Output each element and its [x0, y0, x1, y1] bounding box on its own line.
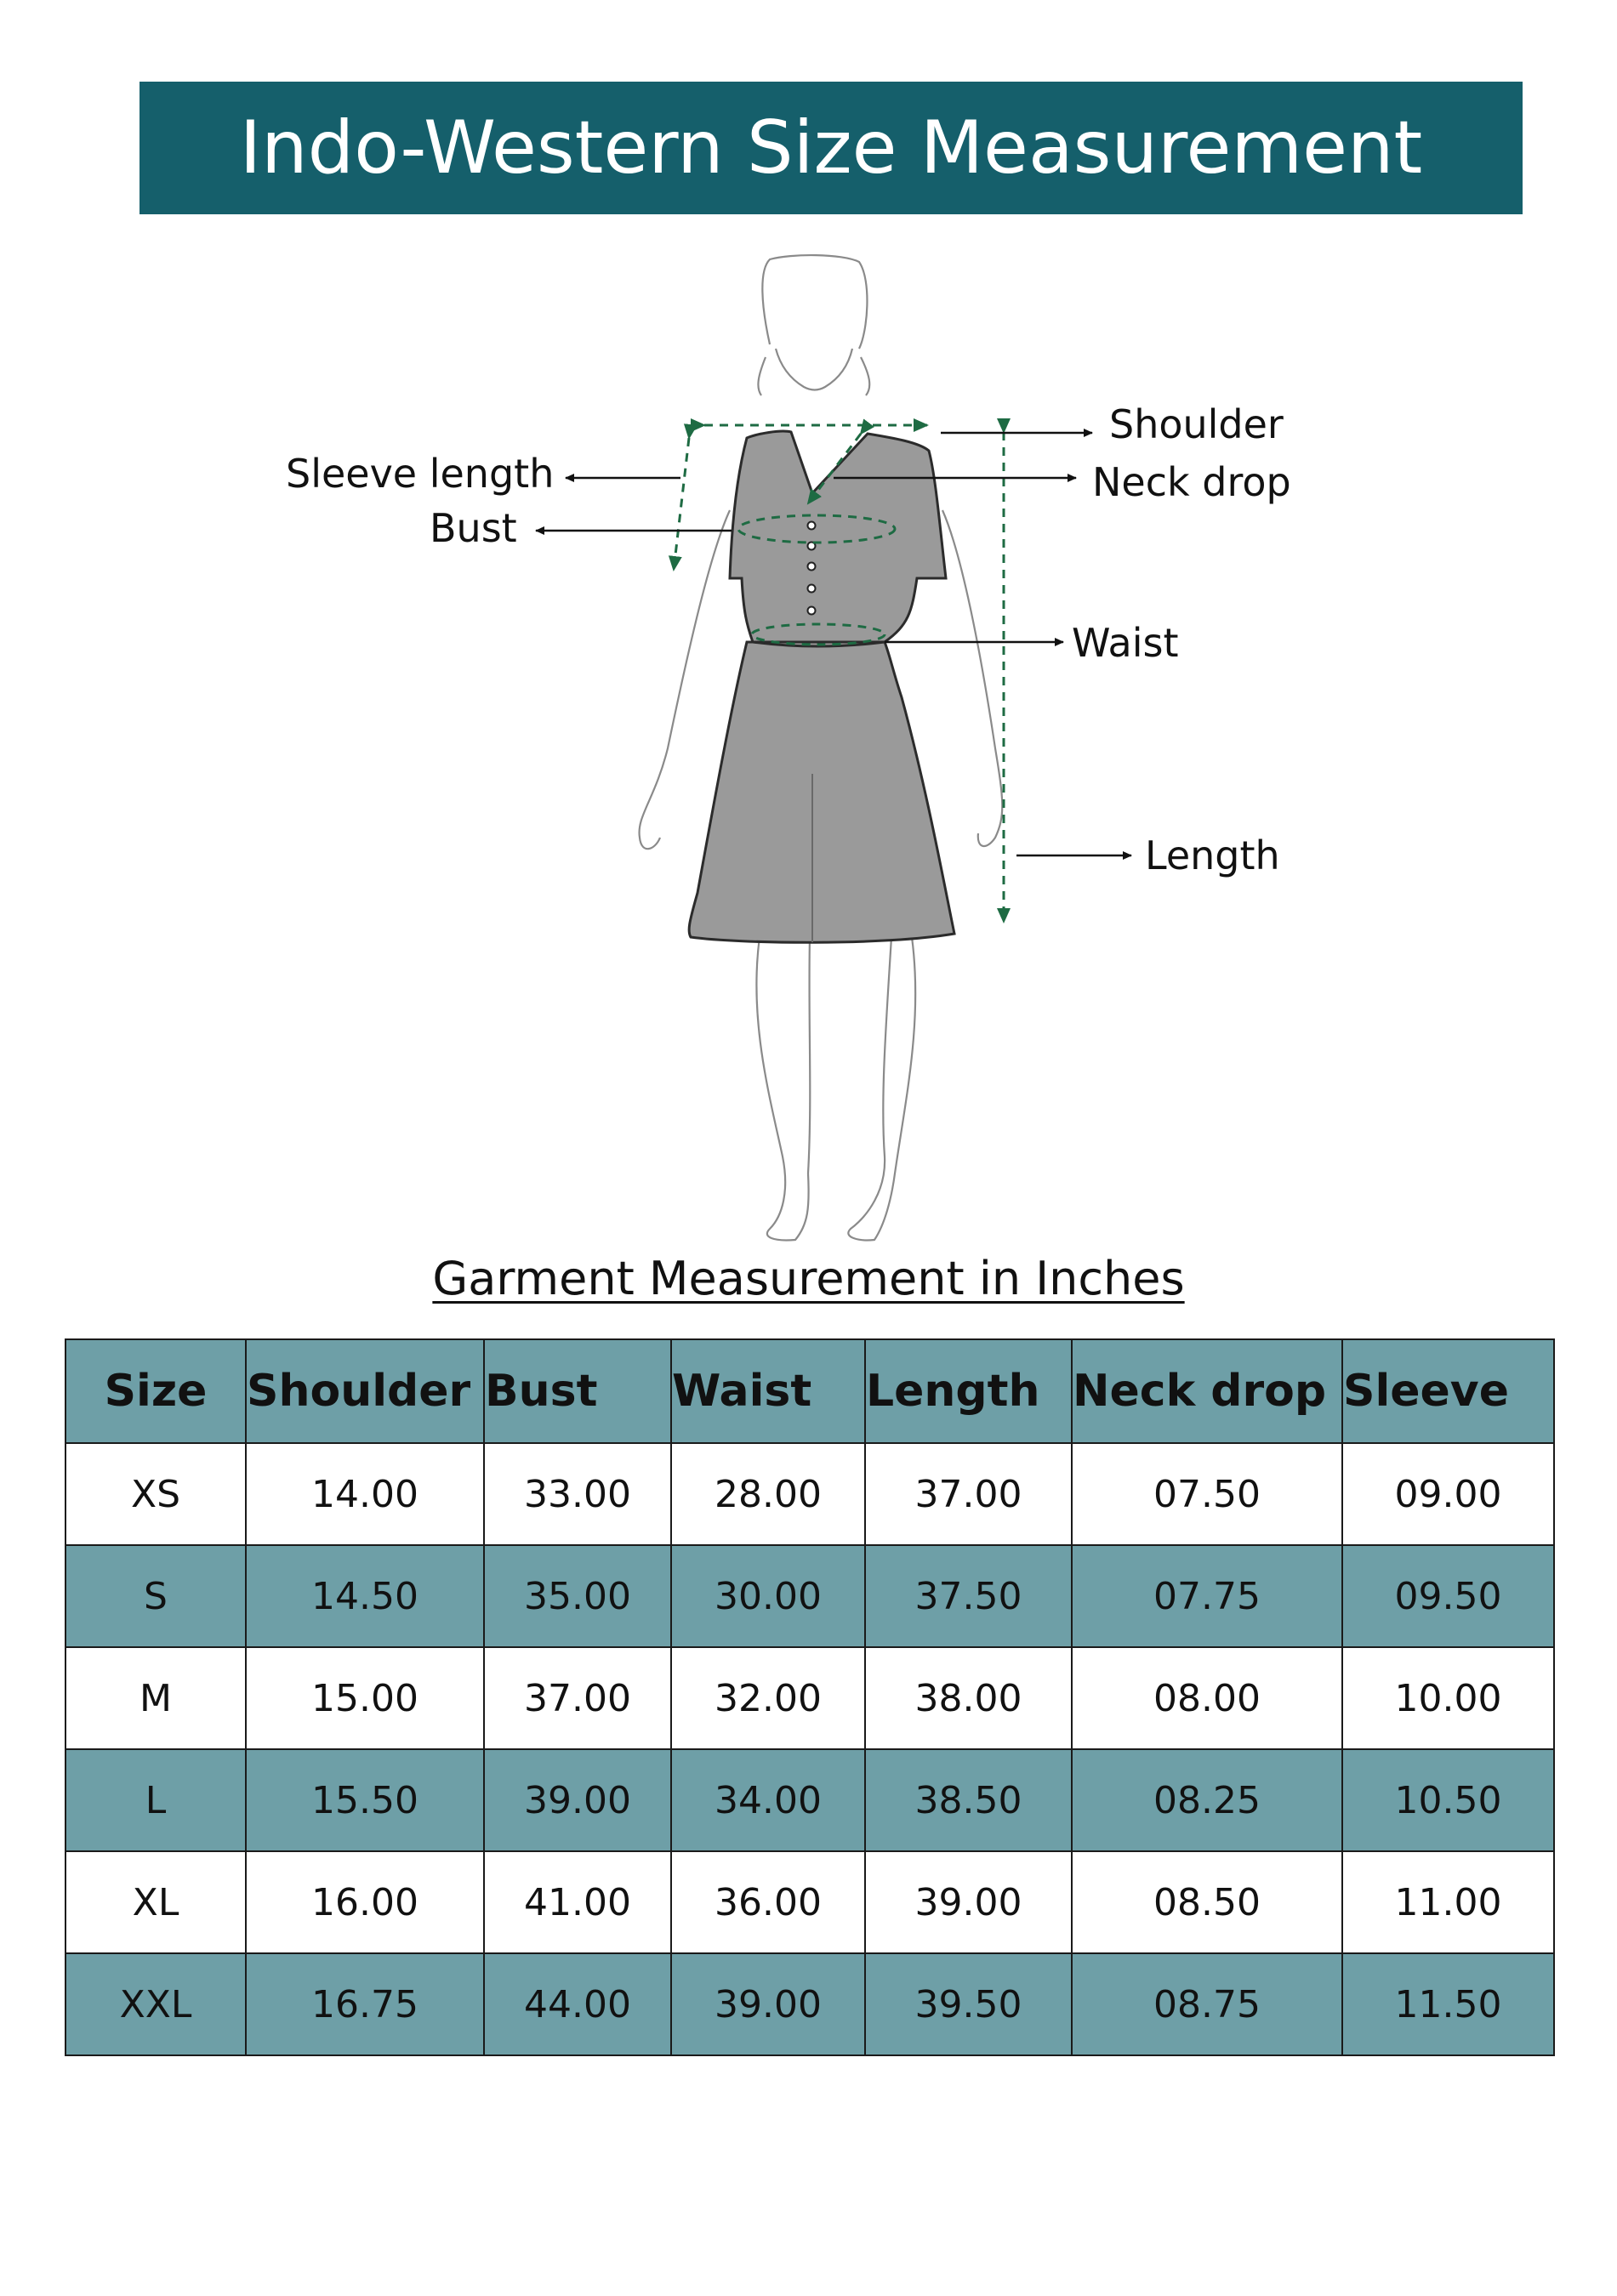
header-sleeve: Sleeve — [1342, 1339, 1554, 1443]
cell-bust: 35.00 — [484, 1545, 671, 1647]
dress-shape — [689, 431, 954, 942]
cell-size: XL — [65, 1851, 246, 1953]
cell-size: L — [65, 1749, 246, 1851]
cell-bust: 44.00 — [484, 1953, 671, 2055]
cell-size: XXL — [65, 1953, 246, 2055]
cell-length: 38.50 — [865, 1749, 1072, 1851]
table-title: Garment Measurement in Inches — [432, 1252, 1185, 1305]
label-waist: Waist — [1072, 620, 1179, 666]
table-row — [65, 1647, 1554, 1749]
cell-shoulder: 14.50 — [246, 1545, 484, 1647]
header-length: Length — [865, 1339, 1072, 1443]
cell-sleeve: 10.50 — [1342, 1749, 1554, 1851]
header-size: Size — [65, 1339, 246, 1443]
cell-neck-drop: 07.75 — [1072, 1545, 1342, 1647]
table-header-row — [65, 1339, 1554, 1443]
cell-shoulder: 16.00 — [246, 1851, 484, 1953]
cell-shoulder: 15.50 — [246, 1749, 484, 1851]
table-row — [65, 1851, 1554, 1953]
cell-sleeve: 09.00 — [1342, 1443, 1554, 1545]
label-bust: Bust — [430, 505, 517, 551]
label-neck-drop: Neck drop — [1092, 459, 1291, 505]
cell-neck-drop: 08.75 — [1072, 1953, 1342, 2055]
cell-sleeve: 09.50 — [1342, 1545, 1554, 1647]
cell-waist: 28.00 — [671, 1443, 865, 1545]
label-shoulder: Shoulder — [1109, 401, 1284, 447]
cell-waist: 30.00 — [671, 1545, 865, 1647]
table-row — [65, 1545, 1554, 1647]
cell-shoulder: 16.75 — [246, 1953, 484, 2055]
size-chart-table — [65, 1338, 1555, 2056]
header-neck-drop: Neck drop — [1072, 1339, 1342, 1443]
cell-length: 38.00 — [865, 1647, 1072, 1749]
cell-sleeve: 11.50 — [1342, 1953, 1554, 2055]
cell-shoulder: 14.00 — [246, 1443, 484, 1545]
cell-neck-drop: 08.50 — [1072, 1851, 1342, 1953]
cell-sleeve: 11.00 — [1342, 1851, 1554, 1953]
cell-length: 37.00 — [865, 1443, 1072, 1545]
header-shoulder: Shoulder — [246, 1339, 484, 1443]
label-length: Length — [1145, 833, 1280, 878]
cell-length: 39.00 — [865, 1851, 1072, 1953]
cell-bust: 37.00 — [484, 1647, 671, 1749]
cell-length: 39.50 — [865, 1953, 1072, 2055]
cell-size: S — [65, 1545, 246, 1647]
header-waist: Waist — [671, 1339, 865, 1443]
table-row — [65, 1443, 1554, 1545]
cell-length: 37.50 — [865, 1545, 1072, 1647]
cell-shoulder: 15.00 — [246, 1647, 484, 1749]
cell-size: XS — [65, 1443, 246, 1545]
header-bust: Bust — [484, 1339, 671, 1443]
table-row — [65, 1749, 1554, 1851]
cell-bust: 33.00 — [484, 1443, 671, 1545]
cell-waist: 39.00 — [671, 1953, 865, 2055]
cell-waist: 36.00 — [671, 1851, 865, 1953]
page-title: Indo-Western Size Measurement — [239, 105, 1423, 190]
cell-bust: 41.00 — [484, 1851, 671, 1953]
cell-neck-drop: 08.00 — [1072, 1647, 1342, 1749]
cell-neck-drop: 08.25 — [1072, 1749, 1342, 1851]
cell-size: M — [65, 1647, 246, 1749]
cell-sleeve: 10.00 — [1342, 1647, 1554, 1749]
cell-bust: 39.00 — [484, 1749, 671, 1851]
label-sleeve-length: Sleeve length — [286, 451, 555, 497]
cell-waist: 32.00 — [671, 1647, 865, 1749]
cell-waist: 34.00 — [671, 1749, 865, 1851]
table-row — [65, 1953, 1554, 2055]
cell-neck-drop: 07.50 — [1072, 1443, 1342, 1545]
